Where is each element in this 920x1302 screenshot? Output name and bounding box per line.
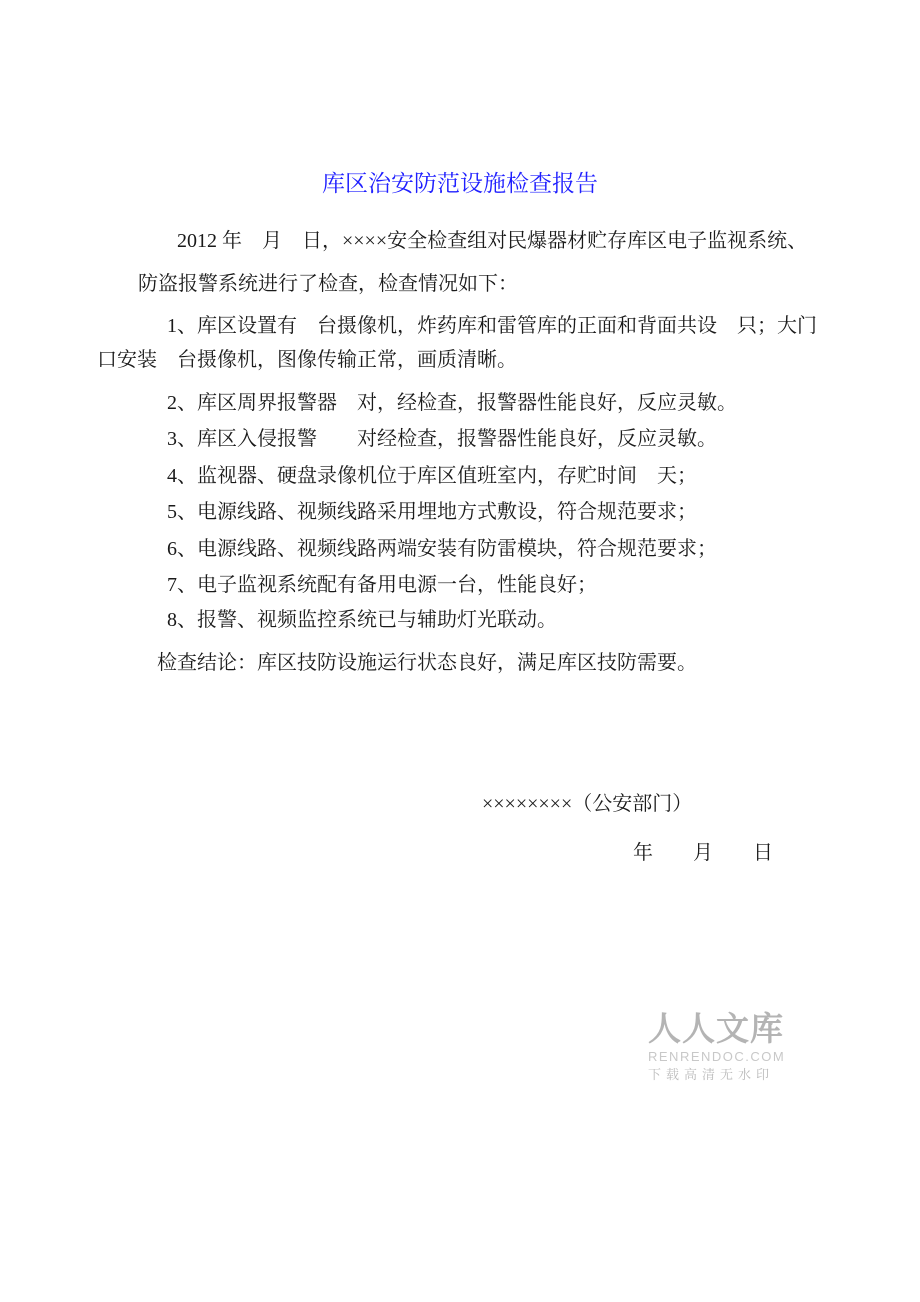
item-1-line-2: 口安装 台摄像机，图像传输正常，画质清晰。 [97,349,517,371]
item-6: 6、电源线路、视频线路两端安装有防雷模块，符合规范要求； [167,538,717,560]
watermark [648,1012,838,1082]
intro-line-2: 防盗报警系统进行了检查，检查情况如下： [138,273,518,295]
item-4: 4、监视器、硬盘录像机位于库区值班室内，存贮时间 天； [167,465,697,487]
intro-line-1: 2012 年 月 日，××××安全检查组对民爆器材贮存库区电子监视系统、 [177,230,808,252]
watermark-domain-text: RENRENDOC.COM [648,1049,786,1064]
watermark-logo-text: 人人文库 [648,1012,784,1048]
conclusion-line: 检查结论：库区技防设施运行状态良好，满足库区技防需要。 [157,652,697,674]
item-3: 3、库区入侵报警 对经检查，报警器性能良好，反应灵敏。 [167,428,717,450]
item-5: 5、电源线路、视频线路采用埋地方式敷设，符合规范要求； [167,501,697,523]
item-1-line-1: 1、库区设置有 台摄像机，炸药库和雷管库的正面和背面共设 只；大门 [167,315,817,337]
item-2: 2、库区周界报警器 对，经检查，报警器性能良好，反应灵敏。 [167,392,737,414]
signature-org: ××××××××（公安部门） [482,793,693,815]
item-7: 7、电子监视系统配有备用电源一台，性能良好； [167,574,597,596]
watermark-tagline-text: 下载高清无水印 [648,1067,775,1082]
item-8: 8、报警、视频监控系统已与辅助灯光联动。 [167,609,557,631]
document-title: 库区治安防范设施检查报告 [322,171,598,196]
signature-date: 年 月 日 [633,842,773,864]
